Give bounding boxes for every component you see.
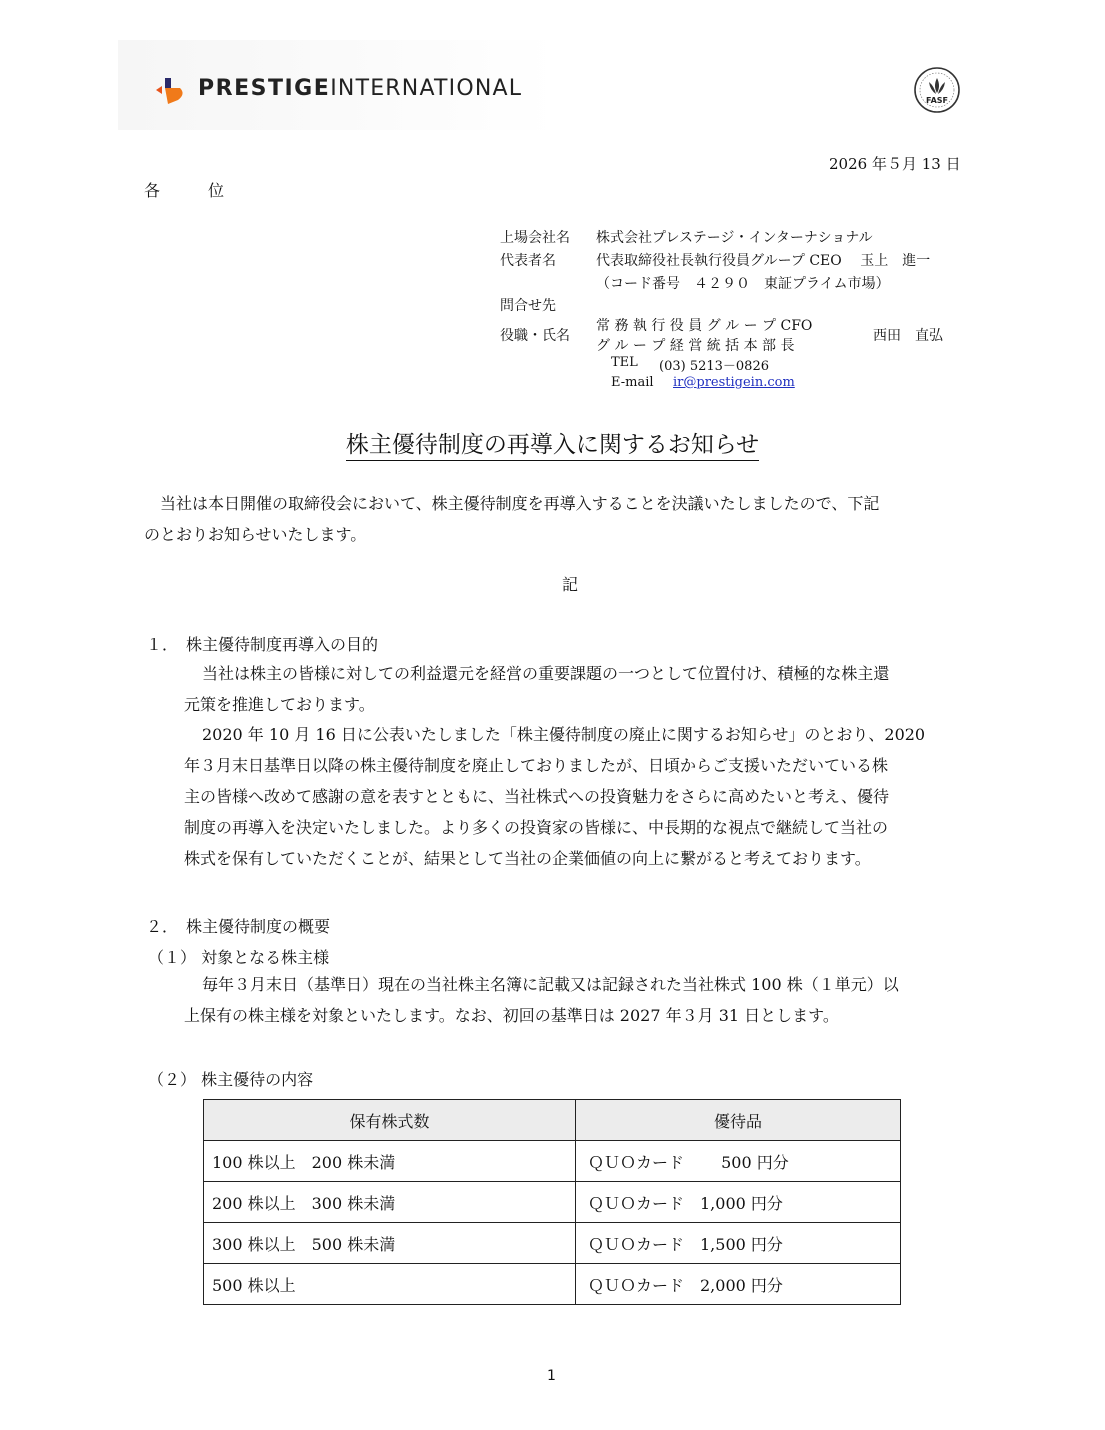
email-link[interactable]: ir@prestigein.com (673, 375, 795, 390)
subsection-1-text (184, 969, 899, 1031)
section-1-heading: １． 株主優待制度再導入の目的 (146, 635, 379, 654)
subsection-1-heading: （１） 対象となる株主様 (148, 948, 330, 967)
paragraph-line: 2020 年 10 月 16 日に公表いたしました「株主優待制度の廃止に関するお知らせ」のとおり、2020 (202, 725, 926, 744)
position-line-2: グ ル ー プ 経 営 統 括 本 部 長 (596, 338, 795, 354)
table-row (204, 1182, 901, 1223)
paragraph-line: 上保有の株主様を対象といたします。なお、初回の基準日は 2027 年３月 31 日とします。 (184, 1006, 839, 1025)
paragraph-line: 毎年３月末日（基準日）現在の当社株主名簿に記載又は記録された当社株式 100 株（１単元）以 (202, 975, 899, 994)
header-shares-held: 保有株式数 (204, 1100, 576, 1141)
section-1-paragraph-2 (184, 719, 925, 874)
paragraph-line: 年３月末日基準日以降の株主優待制度を廃止しておりましたが、日頃からご支援いただいている株 (184, 756, 889, 775)
table-row (204, 1264, 901, 1305)
tel-label: TEL (611, 355, 638, 370)
paragraph-line: 当社は株主の皆様に対しての利益還元を経営の重要課題の一つとして位置付け、積極的な株主還 (202, 664, 890, 683)
table-cell-benefit: ＱＵＯカード 1,500 円分 (576, 1223, 901, 1264)
representative-label: 代表者名 (500, 253, 556, 269)
fasf-seal-icon (913, 66, 961, 114)
tel-value: (03) 5213－0826 (659, 359, 769, 374)
table-cell-shares: 200 株以上 300 株未満 (204, 1182, 576, 1223)
section-1-paragraph-1 (184, 658, 889, 720)
intro-line: のとおりお知らせいたします。 (144, 525, 367, 544)
table-cell-benefit: ＱＵＯカード 500 円分 (576, 1141, 901, 1182)
table-cell-benefit: ＱＵＯカード 2,000 円分 (576, 1264, 901, 1305)
addressee: 各 位 (144, 181, 225, 200)
email-label: E-mail (611, 375, 654, 390)
benefit-table (203, 1099, 901, 1305)
company-logo-text (198, 76, 522, 101)
intro-paragraph (144, 488, 879, 550)
table-cell-benefit: ＱＵＯカード 1,000 円分 (576, 1182, 901, 1223)
paragraph-line: 主の皆様へ改めて感謝の意を表すとともに、当社株式への投資魅力をさらに高めたいと考え、優待 (184, 787, 889, 806)
section-2-heading: ２． 株主優待制度の概要 (146, 917, 331, 936)
position-line-1: 常 務 執 行 役 員 グ ル ー プ CFO (596, 318, 813, 334)
logo-light-text: INTERNATIONAL (330, 76, 523, 101)
contact-label: 問合せ先 (500, 298, 556, 314)
table-cell-shares: 500 株以上 (204, 1264, 576, 1305)
paragraph-line: 制度の再導入を決定いたしました。より多くの投資家の皆様に、中長期的な視点で継続して当社の (184, 818, 889, 837)
intro-line: 当社は本日開催の取締役会において、株主優待制度を再導入することを決議いたしましたので、下記 (144, 494, 880, 513)
document-title (0, 426, 1105, 459)
representative-value: 代表取締役社長執行役員グループ CEO 玉上 進一 (596, 253, 931, 269)
table-row (204, 1223, 901, 1264)
listed-company-value: 株式会社プレステージ・インターナショナル (596, 230, 873, 246)
subsection-2-heading: （２） 株主優待の内容 (148, 1070, 314, 1089)
table-cell-shares: 100 株以上 200 株未満 (204, 1141, 576, 1182)
table-header-row (204, 1100, 901, 1141)
stock-code-line: （コード番号 ４２９０ 東証プライム市場） (596, 276, 890, 292)
table-row (204, 1141, 901, 1182)
ki-marker: 記 (562, 575, 579, 594)
page-number: 1 (547, 1368, 556, 1384)
header-benefit: 優待品 (576, 1100, 901, 1141)
prestige-logo-icon (156, 76, 188, 106)
table-cell-shares: 300 株以上 500 株未満 (204, 1223, 576, 1264)
title-text: 株主優待制度の再導入に関するお知らせ (346, 432, 759, 461)
position-label: 役職・氏名 (500, 328, 570, 344)
listed-company-label: 上場会社名 (500, 230, 570, 246)
paragraph-line: 株式を保有していただくことが、結果として当社の企業価値の向上に繋がると考えております。 (184, 849, 871, 868)
paragraph-line: 元策を推進しております。 (184, 695, 375, 714)
logo-bold-text: PRESTIGE (198, 76, 331, 101)
seal-label: FASF (926, 96, 948, 105)
document-date: 2026 年５月 13 日 (829, 155, 961, 173)
contact-name: 西田 直弘 (873, 328, 943, 344)
